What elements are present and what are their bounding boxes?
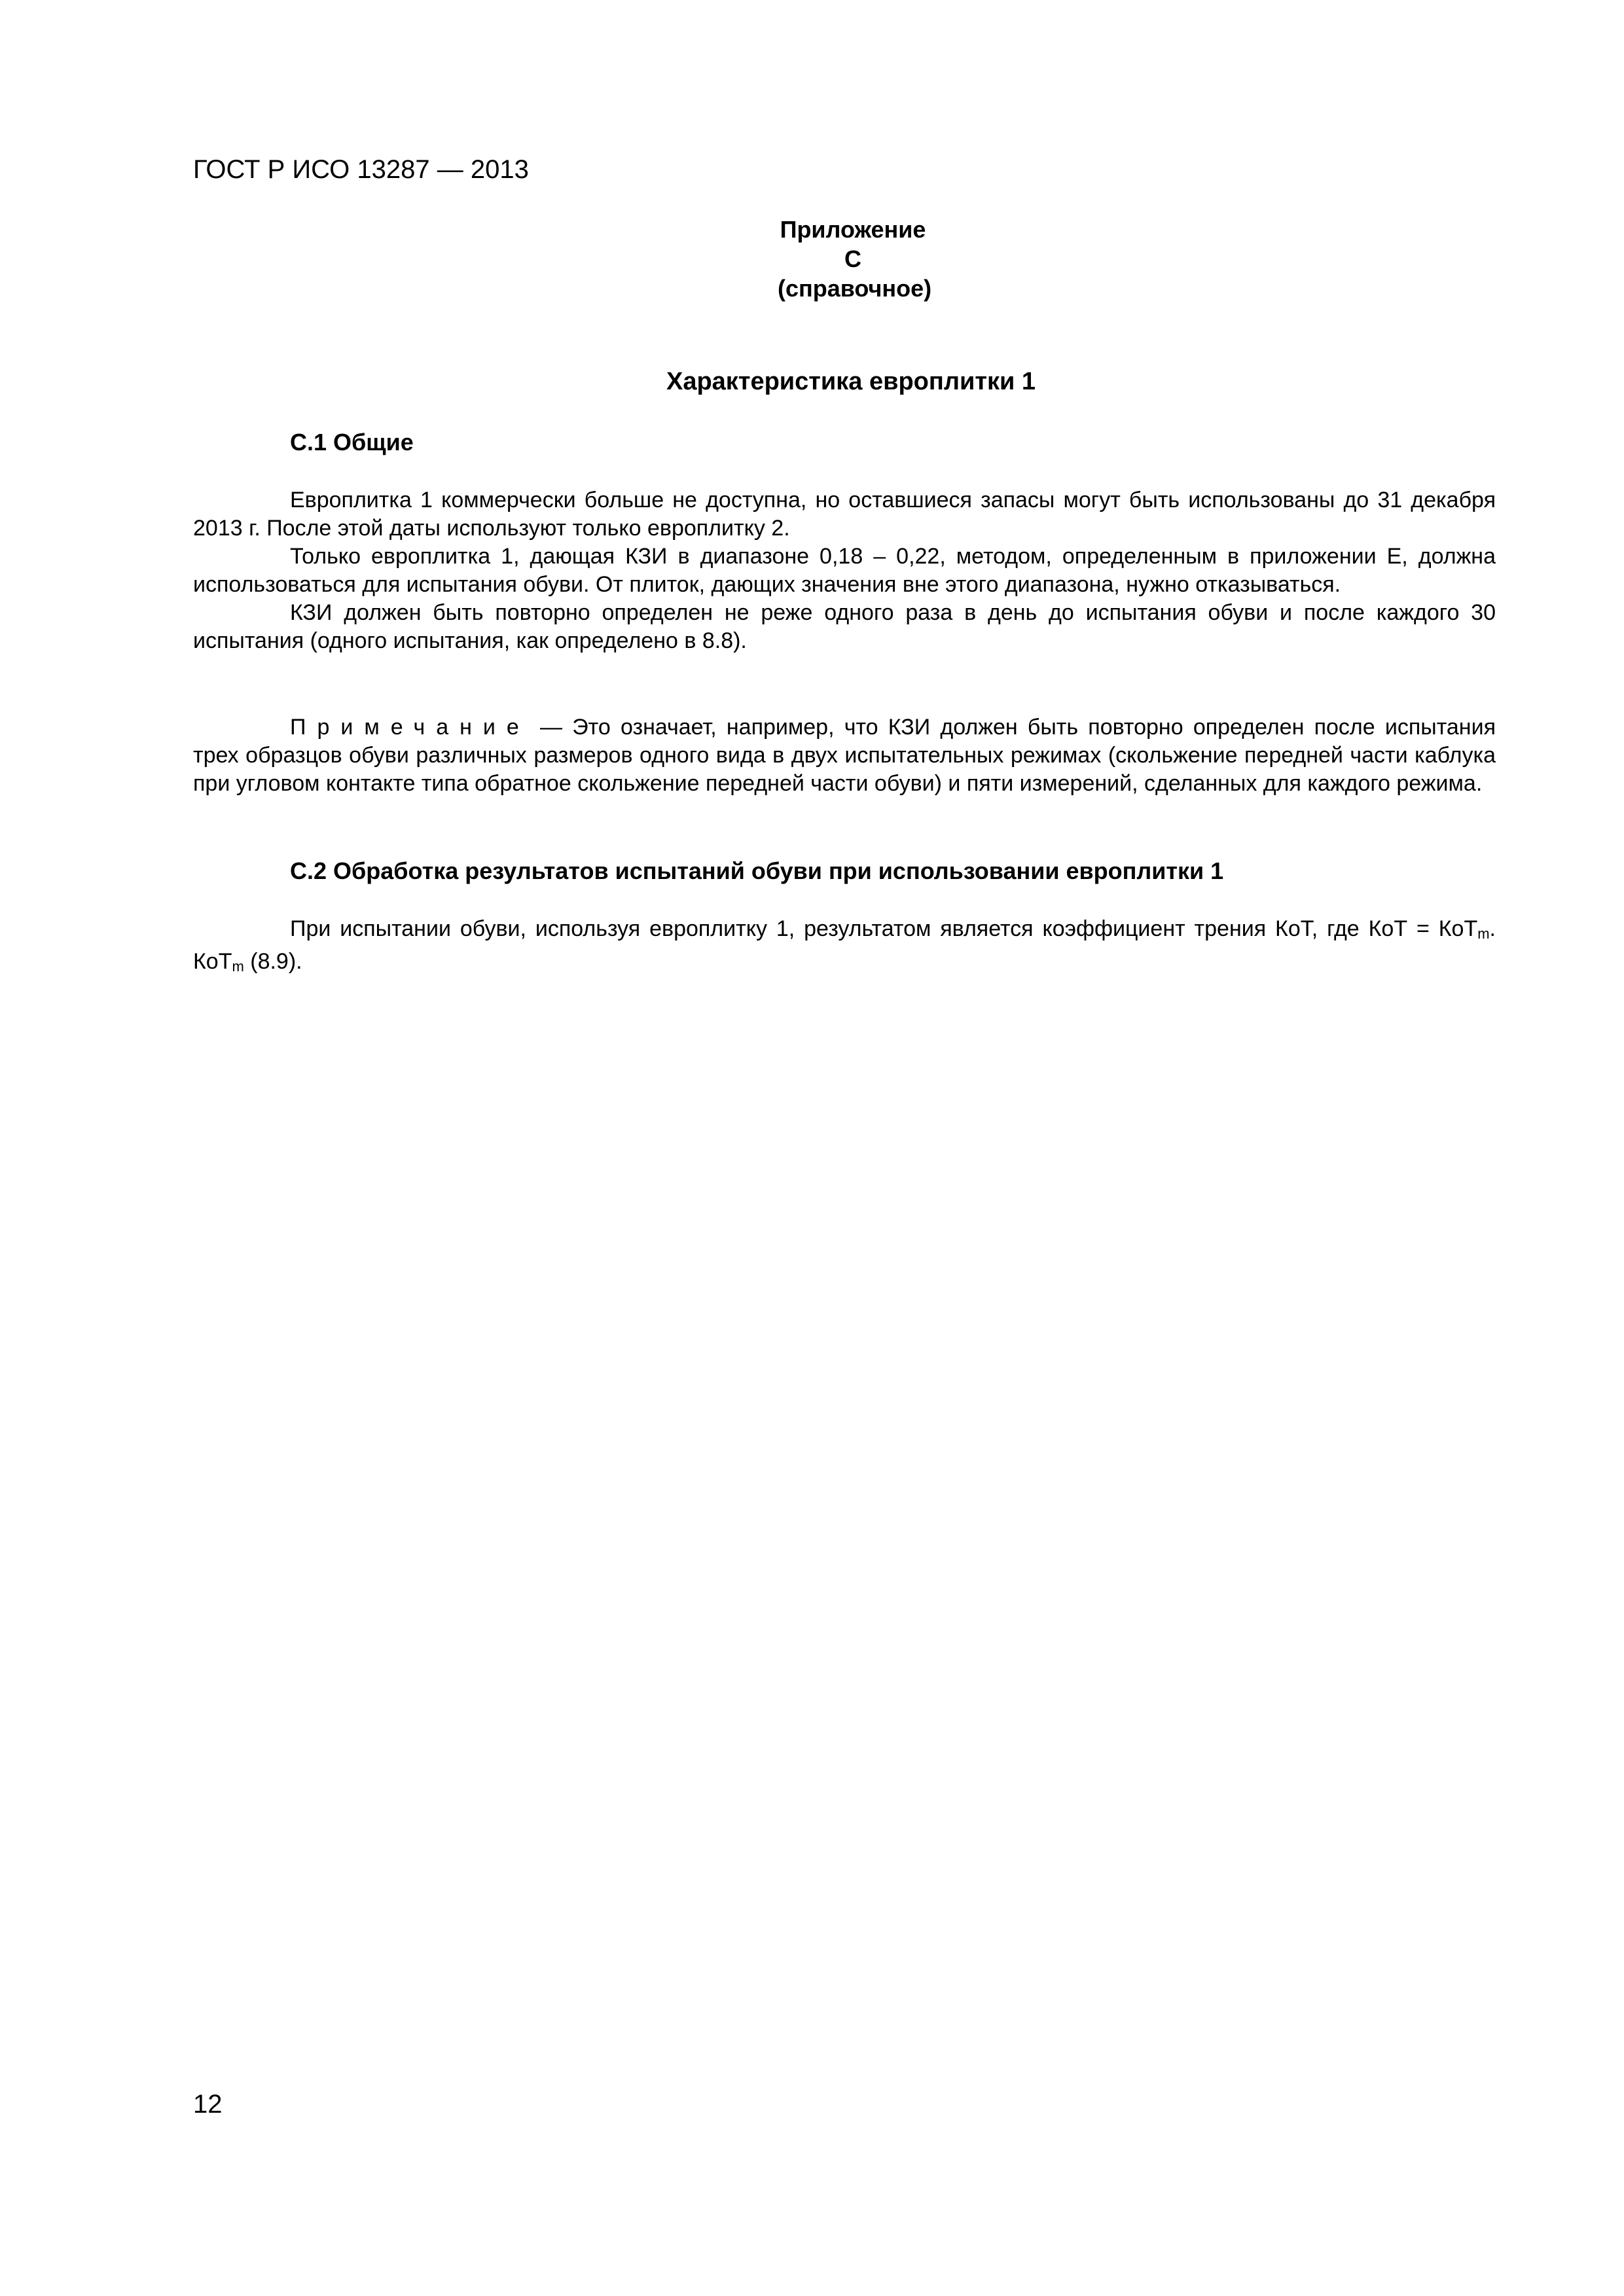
section-c1-body [193,486,1496,655]
standard-header: ГОСТ Р ИСО 13287 — 2013 [193,155,529,184]
note-paragraph [193,713,1496,798]
note-label: Примечание [290,715,530,740]
page-number: 12 [193,2090,223,2119]
paragraph: Только европлитка 1, дающая КЗИ в диапазоне 0,18 – 0,22, методом, определенным в приложении Е, должна использоваться для испытания обуви. От плиток, дающих значения вне этого диапазона, нужно отказываться. [193,544,1496,597]
c2-text-before: При испытании обуви, используя европлитку 1, результатом является коэффициент трения КоТ, где КоТ = КоТ [290,916,1478,941]
subscript-m: m [232,958,244,975]
section-c1-heading: С.1 Общие [290,429,414,456]
appendix-title: Характеристика европлитки 1 [666,368,1036,395]
c2-text-middle: . КоТ [193,916,1496,974]
paragraph: Европлитка 1 коммерчески больше не доступна, но оставшиеся запасы могут быть использованы до 31 декабря 2013 г. После этой даты используют только европлитку 2. [193,488,1496,541]
section-c2-heading: С.2 Обработка результатов испытаний обуви при использовании европлитки 1 [290,857,1224,884]
appendix-type: (справочное) [778,275,932,302]
paragraph: КЗИ должен быть повторно определен не реже одного раза в день до испытания обуви и после каждого 30 испытания (одного испытания, как определено в 8.8). [193,600,1496,653]
note-text: — Это означает, например, что КЗИ должен быть повторно определен после испытания трех образцов обуви различных размеров одного вида в двух испытательных режимах (скольжение передней части каблука при угловом контакте типа обратное скольжение передней части обуви) и пяти измерений, сделанных для каждого режима. [193,715,1496,796]
section-c2-paragraph [193,915,1496,980]
appendix-label-block [778,215,932,303]
subscript-m: m [1477,925,1490,942]
appendix-label: Приложение С [780,216,926,272]
c2-text-after: (8.9). [244,949,302,974]
